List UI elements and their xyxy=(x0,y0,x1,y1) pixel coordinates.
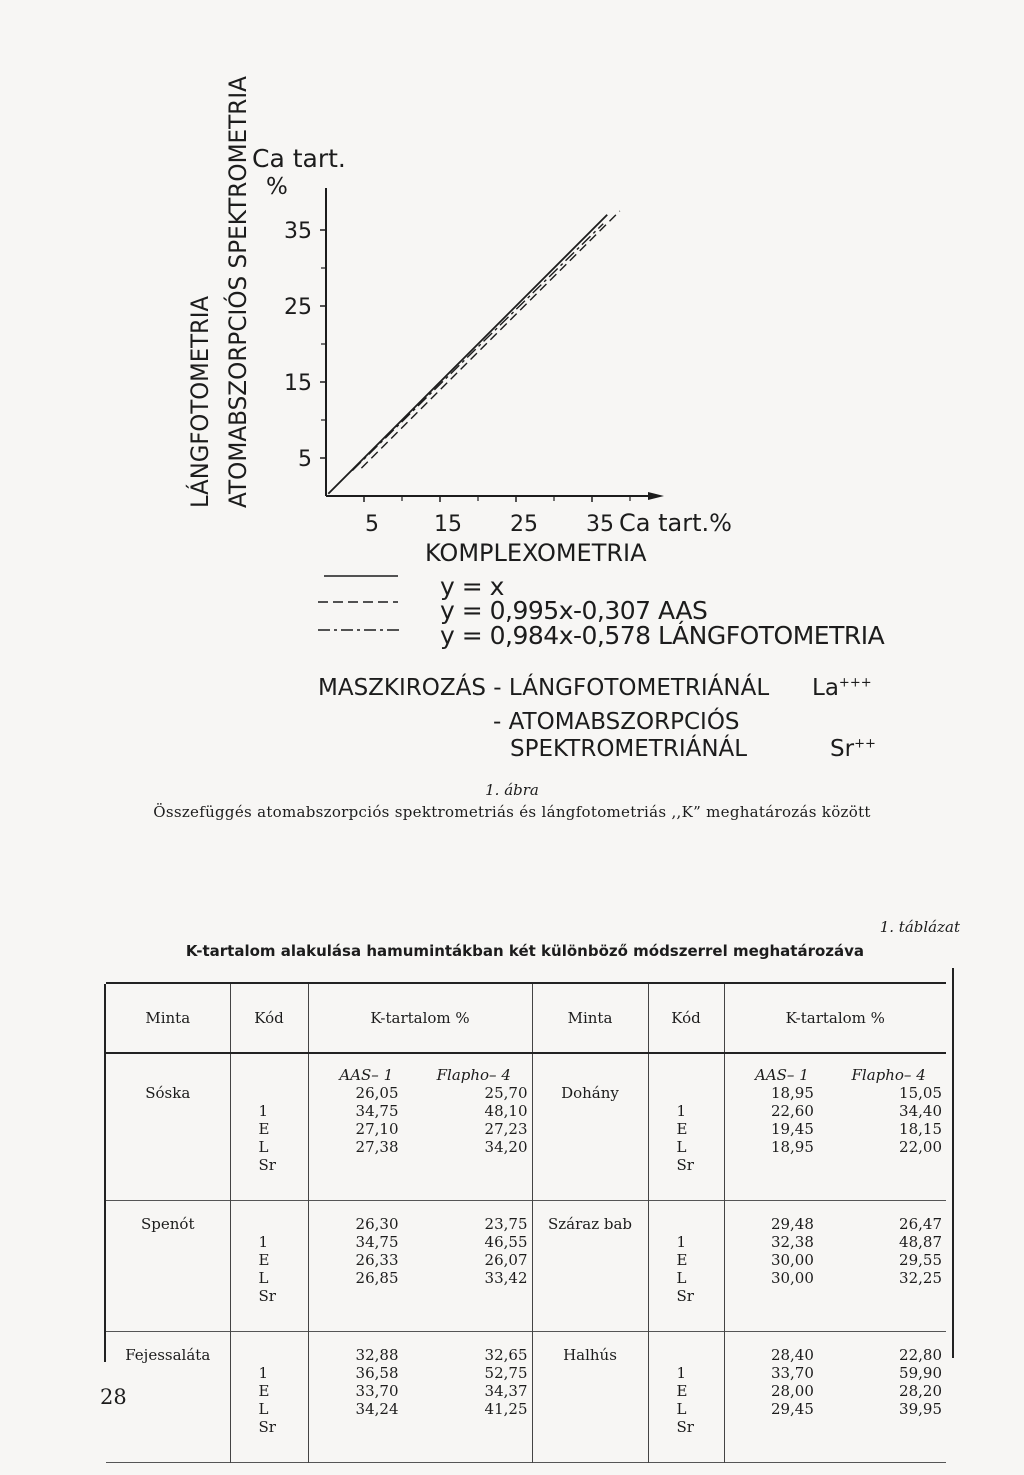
flapho-value: 48,10 xyxy=(484,1102,528,1120)
values xyxy=(308,1084,532,1201)
aas-value: 30,00 xyxy=(770,1251,814,1269)
series-line-dash-dot xyxy=(352,224,603,471)
aas-value: 29,48 xyxy=(770,1215,814,1233)
y-axis-unit: % xyxy=(266,174,288,200)
code: 1 xyxy=(676,1102,687,1120)
sample-name: Spenót xyxy=(141,1215,195,1233)
code-list xyxy=(648,1332,724,1463)
table-row-group-2 xyxy=(106,1201,946,1332)
table-subheader-row xyxy=(106,1053,946,1084)
subheader-flapho-left: Flapho– 4 xyxy=(436,1066,511,1084)
code-list xyxy=(230,1201,308,1332)
code: 1 xyxy=(676,1364,687,1382)
aas-value: 34,24 xyxy=(355,1400,399,1418)
code: 1 xyxy=(676,1233,687,1251)
aas-value: 29,45 xyxy=(770,1400,814,1418)
y-tick-label: 35 xyxy=(284,219,312,244)
aas-value: 19,45 xyxy=(770,1120,814,1138)
note-line-1-text: MASZKIROZÁS - LÁNGFOTOMETRIÁNÁL xyxy=(318,675,770,701)
flapho-value: 34,37 xyxy=(484,1382,528,1400)
flapho-value: 52,75 xyxy=(484,1364,528,1382)
sample-name: Halhús xyxy=(532,1332,648,1463)
aas-value: 34,75 xyxy=(355,1102,399,1120)
flapho-value: 18,15 xyxy=(899,1120,942,1138)
y-tick-label: 25 xyxy=(284,295,312,320)
legend-label-1: y = x xyxy=(440,572,504,601)
code: L xyxy=(676,1400,687,1418)
x-axis-subtitle: KOMPLEXOMETRIA xyxy=(425,539,647,567)
x-axis-title: Ca tart.% xyxy=(619,509,732,537)
flapho-value: 26,07 xyxy=(484,1251,528,1269)
page-number: 28 xyxy=(100,1385,127,1409)
rotated-label-langfotometria: LÁNGFOTOMETRIA xyxy=(186,284,214,508)
code: Sr xyxy=(676,1156,694,1174)
flapho-value: 32,65 xyxy=(484,1346,528,1364)
flapho-value: 28,20 xyxy=(899,1382,942,1400)
note-line-3: SPEKTROMETRIÁNÁL xyxy=(510,736,748,762)
flapho-value: 48,87 xyxy=(899,1233,942,1251)
code: L xyxy=(258,1400,269,1418)
figure-number: 1. ábra xyxy=(485,781,539,799)
table-left-rule xyxy=(104,984,106,1362)
aas-value: 32,38 xyxy=(770,1233,814,1251)
code: Sr xyxy=(258,1287,276,1305)
code: L xyxy=(676,1138,687,1156)
flapho-value: 15,05 xyxy=(899,1084,942,1102)
k-content-table xyxy=(106,982,946,1463)
code: Sr xyxy=(676,1287,694,1305)
code: E xyxy=(258,1251,270,1269)
flapho-value: 27,23 xyxy=(484,1120,528,1138)
code: Sr xyxy=(258,1156,276,1174)
code: E xyxy=(676,1382,688,1400)
code-list xyxy=(648,1084,724,1201)
x-tick-label: 25 xyxy=(510,512,538,537)
aas-value: 36,58 xyxy=(355,1364,399,1382)
code: E xyxy=(676,1120,688,1138)
y-axis-title: Ca tart. xyxy=(252,144,346,173)
note-ion-sr xyxy=(830,736,876,762)
flapho-value: 25,70 xyxy=(484,1084,528,1102)
aas-value: 33,70 xyxy=(770,1364,814,1382)
table-row-group-3 xyxy=(106,1332,946,1463)
sample-name: Dohány xyxy=(532,1084,648,1201)
header-minta-right: Minta xyxy=(532,983,648,1053)
code: 1 xyxy=(258,1364,269,1382)
legend-label-3: y = 0,984x-0,578 LÁNGFOTOMETRIA xyxy=(440,621,885,650)
note-line-2: - ATOMABSZORPCIÓS xyxy=(493,709,740,735)
table-title: K-tartalom alakulása hamumintákban két különböző módszerrel meghatározáva xyxy=(185,942,865,960)
note-ion-sr-charge: ++ xyxy=(854,736,876,752)
code-list xyxy=(230,1084,308,1201)
aas-value: 27,10 xyxy=(355,1120,399,1138)
note-ion-la-symbol: La xyxy=(812,675,839,701)
flapho-value: 22,80 xyxy=(899,1346,942,1364)
code: Sr xyxy=(676,1418,694,1436)
aas-value: 33,70 xyxy=(355,1382,399,1400)
note-ion-la xyxy=(812,675,872,701)
header-k-content-left: K-tartalom % xyxy=(308,983,532,1053)
x-axis-arrow xyxy=(648,492,664,500)
table-header-row xyxy=(106,983,946,1053)
code: L xyxy=(258,1269,269,1287)
flapho-value: 23,75 xyxy=(484,1215,528,1233)
aas-value: 26,85 xyxy=(355,1269,399,1287)
figure-caption: Összefüggés atomabszorpciós spektrometriás és lángfotometriás ,,K” meghatározás között xyxy=(153,803,871,821)
flapho-value: 59,90 xyxy=(899,1364,942,1382)
aas-value: 18,95 xyxy=(770,1138,814,1156)
y-tick-label: 5 xyxy=(298,447,312,472)
note-ion-sr-symbol: Sr xyxy=(830,736,855,762)
aas-value: 28,40 xyxy=(770,1346,814,1364)
header-kod-right: Kód xyxy=(648,983,724,1053)
aas-value: 27,38 xyxy=(355,1138,399,1156)
header-minta-left: Minta xyxy=(106,983,230,1053)
code: 1 xyxy=(258,1102,269,1120)
subheader-flapho-right: Flapho– 4 xyxy=(851,1066,926,1084)
values xyxy=(724,1201,946,1332)
code: L xyxy=(676,1269,687,1287)
rotated-label-aas: ATOMABSZORPCIÓS SPEKTROMETRIA xyxy=(224,59,252,508)
flapho-value: 33,42 xyxy=(484,1269,528,1287)
code: E xyxy=(258,1120,270,1138)
note-ion-la-charge: +++ xyxy=(838,675,872,691)
flapho-value: 41,25 xyxy=(484,1400,528,1418)
flapho-value: 26,47 xyxy=(899,1215,942,1233)
table-right-rule xyxy=(952,968,954,1358)
sample-name: Sóska xyxy=(145,1084,191,1102)
aas-value: 22,60 xyxy=(770,1102,814,1120)
flapho-value: 34,20 xyxy=(484,1138,528,1156)
y-tick-label: 15 xyxy=(284,371,312,396)
x-tick-label: 5 xyxy=(365,512,379,537)
subheader-aas-left: AAS– 1 xyxy=(339,1066,394,1084)
values xyxy=(308,1332,532,1463)
x-tick-label: 35 xyxy=(586,512,614,537)
subheader-aas-right: AAS– 1 xyxy=(754,1066,809,1084)
flapho-value: 39,95 xyxy=(899,1400,942,1418)
aas-value: 34,75 xyxy=(355,1233,399,1251)
values xyxy=(308,1201,532,1332)
code: E xyxy=(676,1251,688,1269)
flapho-value: 34,40 xyxy=(899,1102,942,1120)
header-k-content-right: K-tartalom % xyxy=(724,983,946,1053)
code: 1 xyxy=(258,1233,269,1251)
flapho-value: 46,55 xyxy=(484,1233,528,1251)
flapho-value: 22,00 xyxy=(899,1138,942,1156)
table-row-group-1 xyxy=(106,1084,946,1201)
x-tick-label: 15 xyxy=(434,512,462,537)
values xyxy=(724,1332,946,1463)
code-list xyxy=(230,1332,308,1463)
flapho-value: 29,55 xyxy=(899,1251,942,1269)
aas-value: 32,88 xyxy=(355,1346,399,1364)
series-line-solid xyxy=(328,215,607,494)
header-kod-left: Kód xyxy=(230,983,308,1053)
aas-value: 18,95 xyxy=(770,1084,814,1102)
table-number: 1. táblázat xyxy=(879,918,960,936)
note-line-1 xyxy=(318,675,769,701)
flapho-value: 32,25 xyxy=(899,1269,942,1287)
aas-value: 28,00 xyxy=(770,1382,814,1400)
aas-value: 26,33 xyxy=(355,1251,399,1269)
legend-label-2: y = 0,995x-0,307 AAS xyxy=(440,596,708,625)
code: E xyxy=(258,1382,270,1400)
code: Sr xyxy=(258,1418,276,1436)
series-line-dashed xyxy=(361,211,619,468)
aas-value: 26,05 xyxy=(355,1084,399,1102)
code: L xyxy=(258,1138,269,1156)
values xyxy=(724,1084,946,1201)
code-list xyxy=(648,1201,724,1332)
sample-name: Száraz bab xyxy=(532,1201,648,1332)
aas-value: 30,00 xyxy=(770,1269,814,1287)
aas-value: 26,30 xyxy=(355,1215,399,1233)
sample-name: Fejessaláta xyxy=(125,1346,211,1364)
